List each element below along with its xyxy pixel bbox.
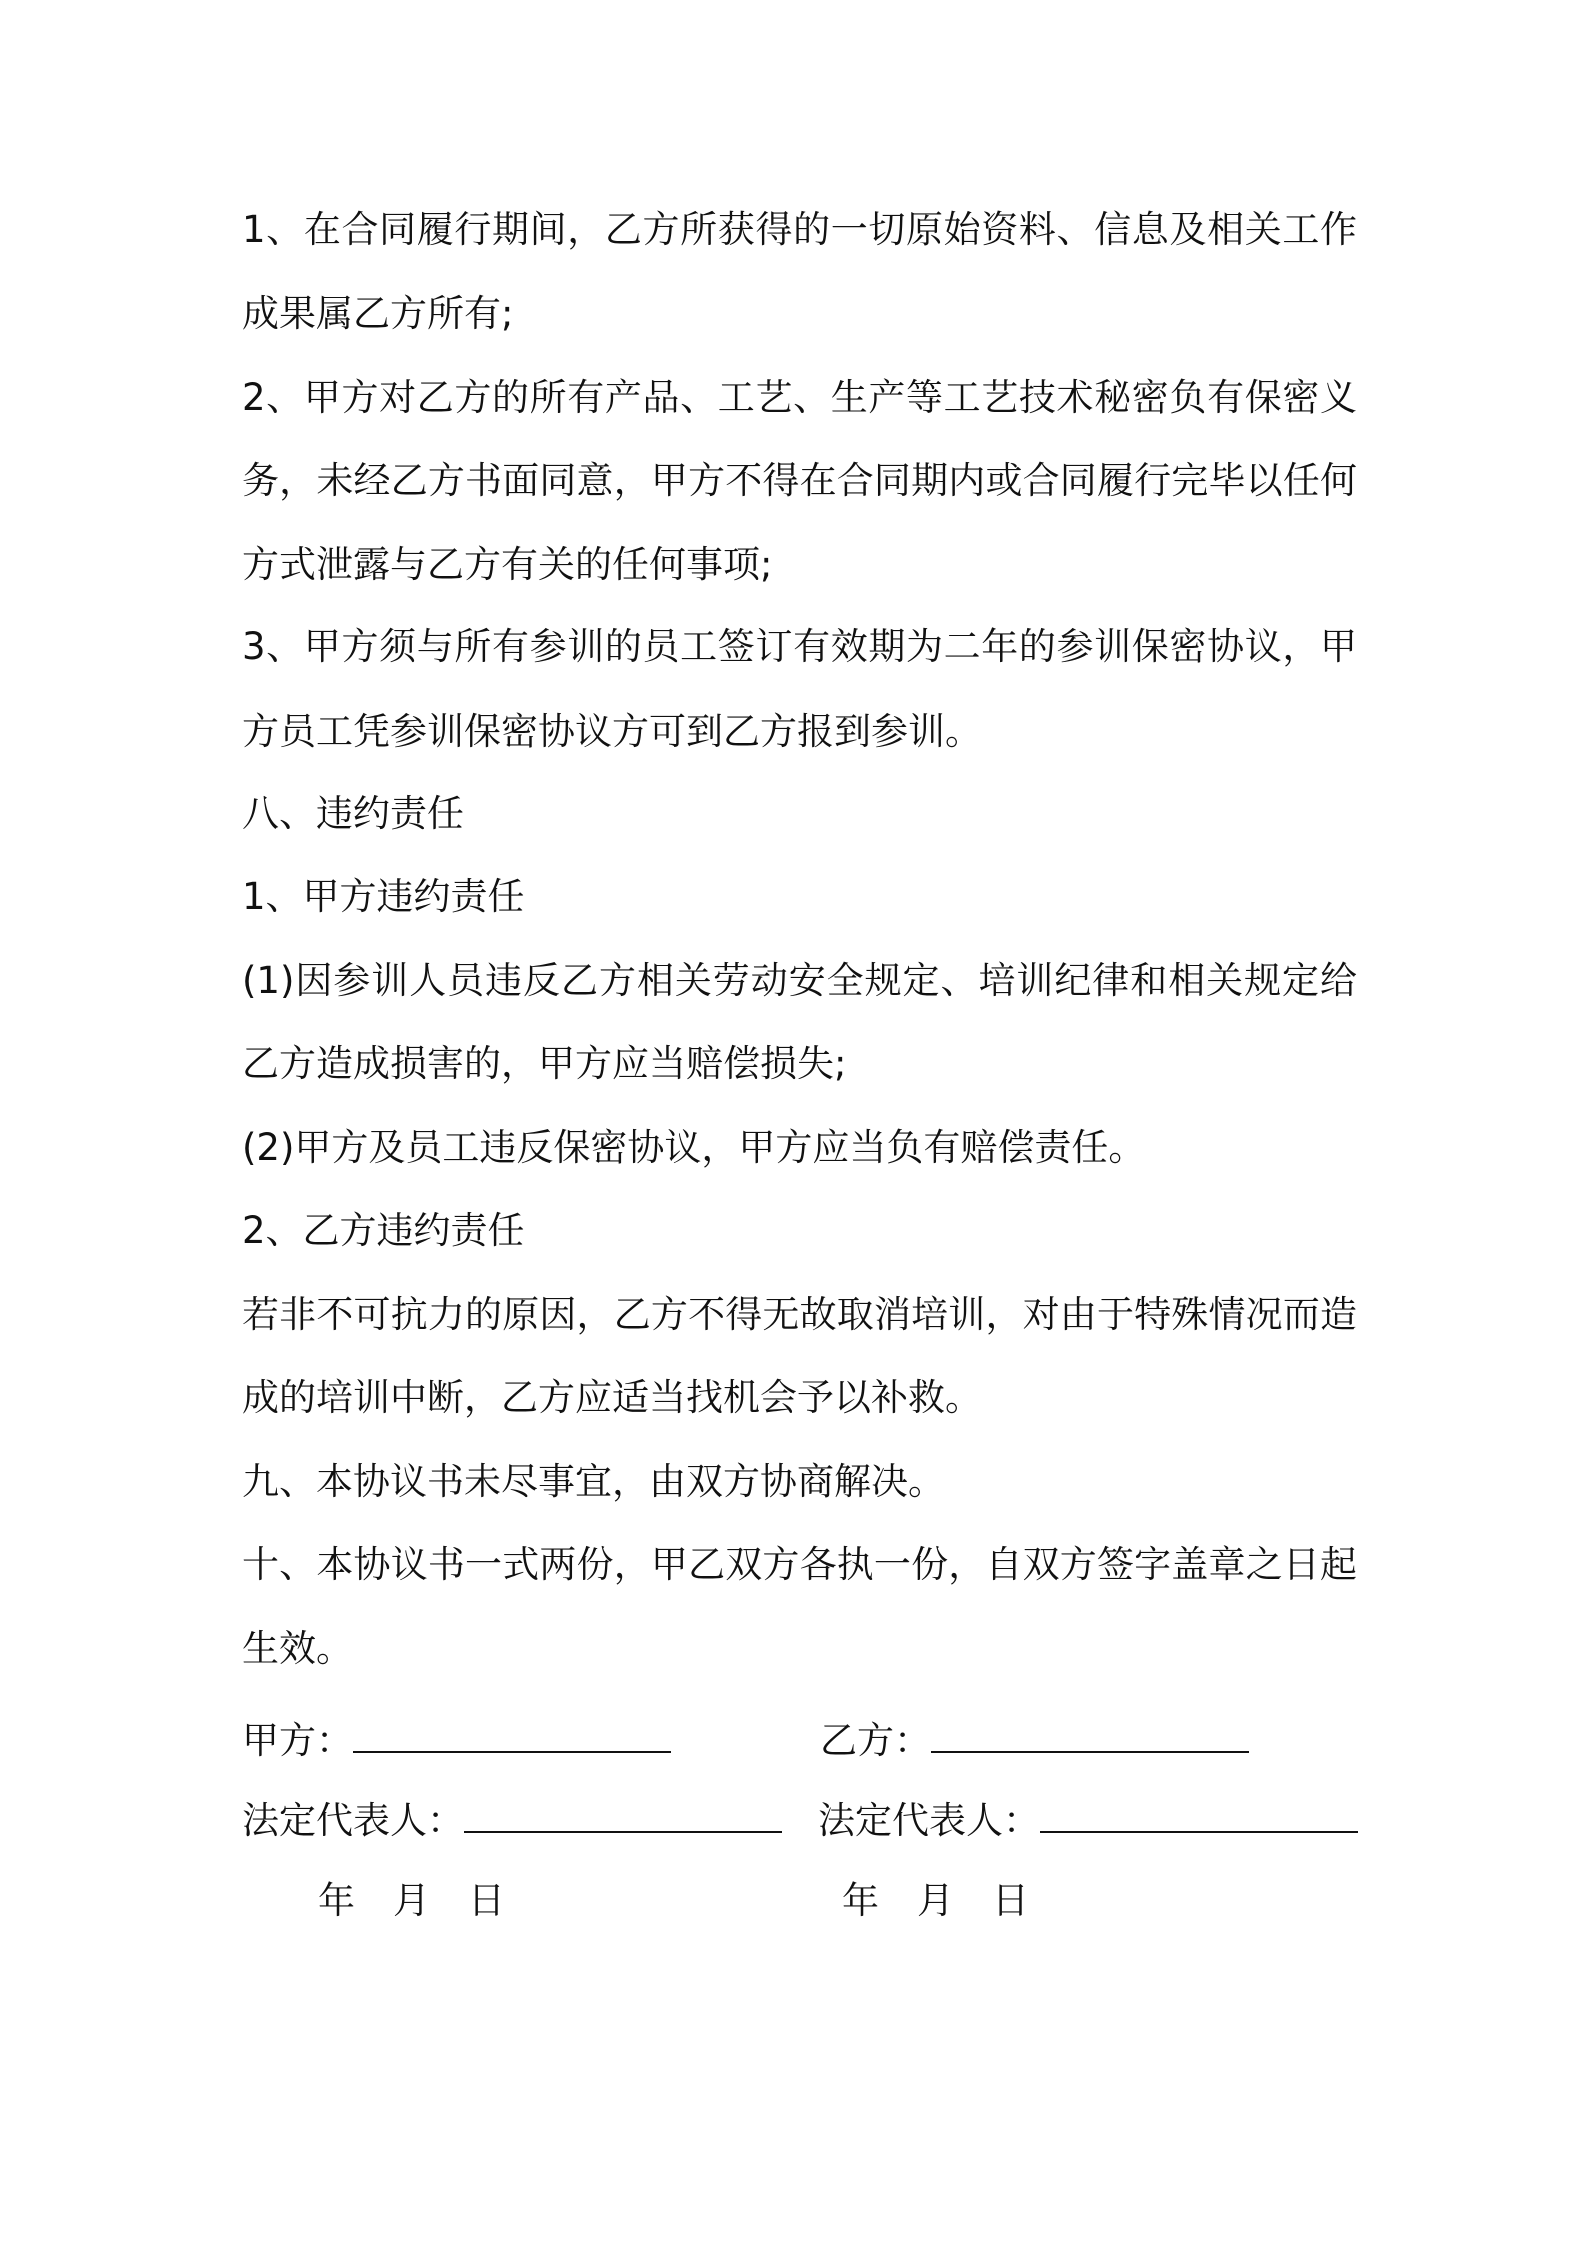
body-line: (1)因参训人员违反乙方相关劳动安全规定、培训纪律和相关规定给 — [242, 959, 1357, 1002]
rep-a-label: 法定代表人： — [242, 1799, 464, 1842]
subsection-heading: 2、乙方违约责任 — [242, 1209, 525, 1252]
party-b-label: 乙方： — [820, 1719, 931, 1762]
body-line: 成果属乙方所有; — [242, 292, 514, 335]
body-line: 十、本协议书一式两份，甲乙双方各执一份，自双方签字盖章之日起 — [242, 1543, 1357, 1586]
party-a-label: 甲方： — [242, 1719, 353, 1762]
party-b-signature-line — [931, 1717, 1249, 1753]
body-line: 生效。 — [242, 1627, 353, 1670]
body-line: 若非不可抗力的原因，乙方不得无故取消培训，对由于特殊情况而造 — [242, 1293, 1357, 1336]
section-heading: 八、违约责任 — [242, 792, 464, 835]
subsection-heading: 1、甲方违约责任 — [242, 875, 525, 918]
section-heading: 九、本协议书未尽事宜，由双方协商解决。 — [242, 1460, 945, 1503]
body-line: 1、在合同履行期间，乙方所获得的一切原始资料、信息及相关工作 — [242, 208, 1357, 251]
day-label: 日 — [992, 1879, 1029, 1922]
body-line: 务，未经乙方书面同意，甲方不得在合同期内或合同履行完毕以任何 — [242, 459, 1357, 502]
date-b — [842, 1876, 1029, 1926]
year-label: 年 — [842, 1879, 879, 1922]
body-line: (2)甲方及员工违反保密协议，甲方应当负有赔偿责任。 — [242, 1126, 1146, 1169]
rep-b-label: 法定代表人： — [818, 1799, 1040, 1842]
party-a-signature-line — [353, 1717, 671, 1753]
body-line: 乙方造成损害的，甲方应当赔偿损失; — [242, 1042, 847, 1085]
body-line: 2、甲方对乙方的所有产品、工艺、生产等工艺技术秘密负有保密义 — [242, 376, 1357, 419]
party-b-signature — [820, 1716, 1249, 1766]
rep-a-signature — [242, 1796, 782, 1846]
rep-b-signature — [818, 1796, 1358, 1846]
rep-b-signature-line — [1040, 1797, 1358, 1833]
body-line: 方式泄露与乙方有关的任何事项; — [242, 543, 773, 586]
party-a-signature — [242, 1716, 671, 1766]
month-label: 月 — [393, 1879, 430, 1922]
rep-a-signature-line — [464, 1797, 782, 1833]
month-label: 月 — [917, 1879, 954, 1922]
date-a — [318, 1876, 505, 1926]
year-label: 年 — [318, 1879, 355, 1922]
body-line: 3、甲方须与所有参训的员工签订有效期为二年的参训保密协议，甲 — [242, 625, 1357, 668]
day-label: 日 — [468, 1879, 505, 1922]
body-line: 方员工凭参训保密协议方可到乙方报到参训。 — [242, 710, 982, 753]
body-line: 成的培训中断，乙方应适当找机会予以补救。 — [242, 1376, 982, 1419]
